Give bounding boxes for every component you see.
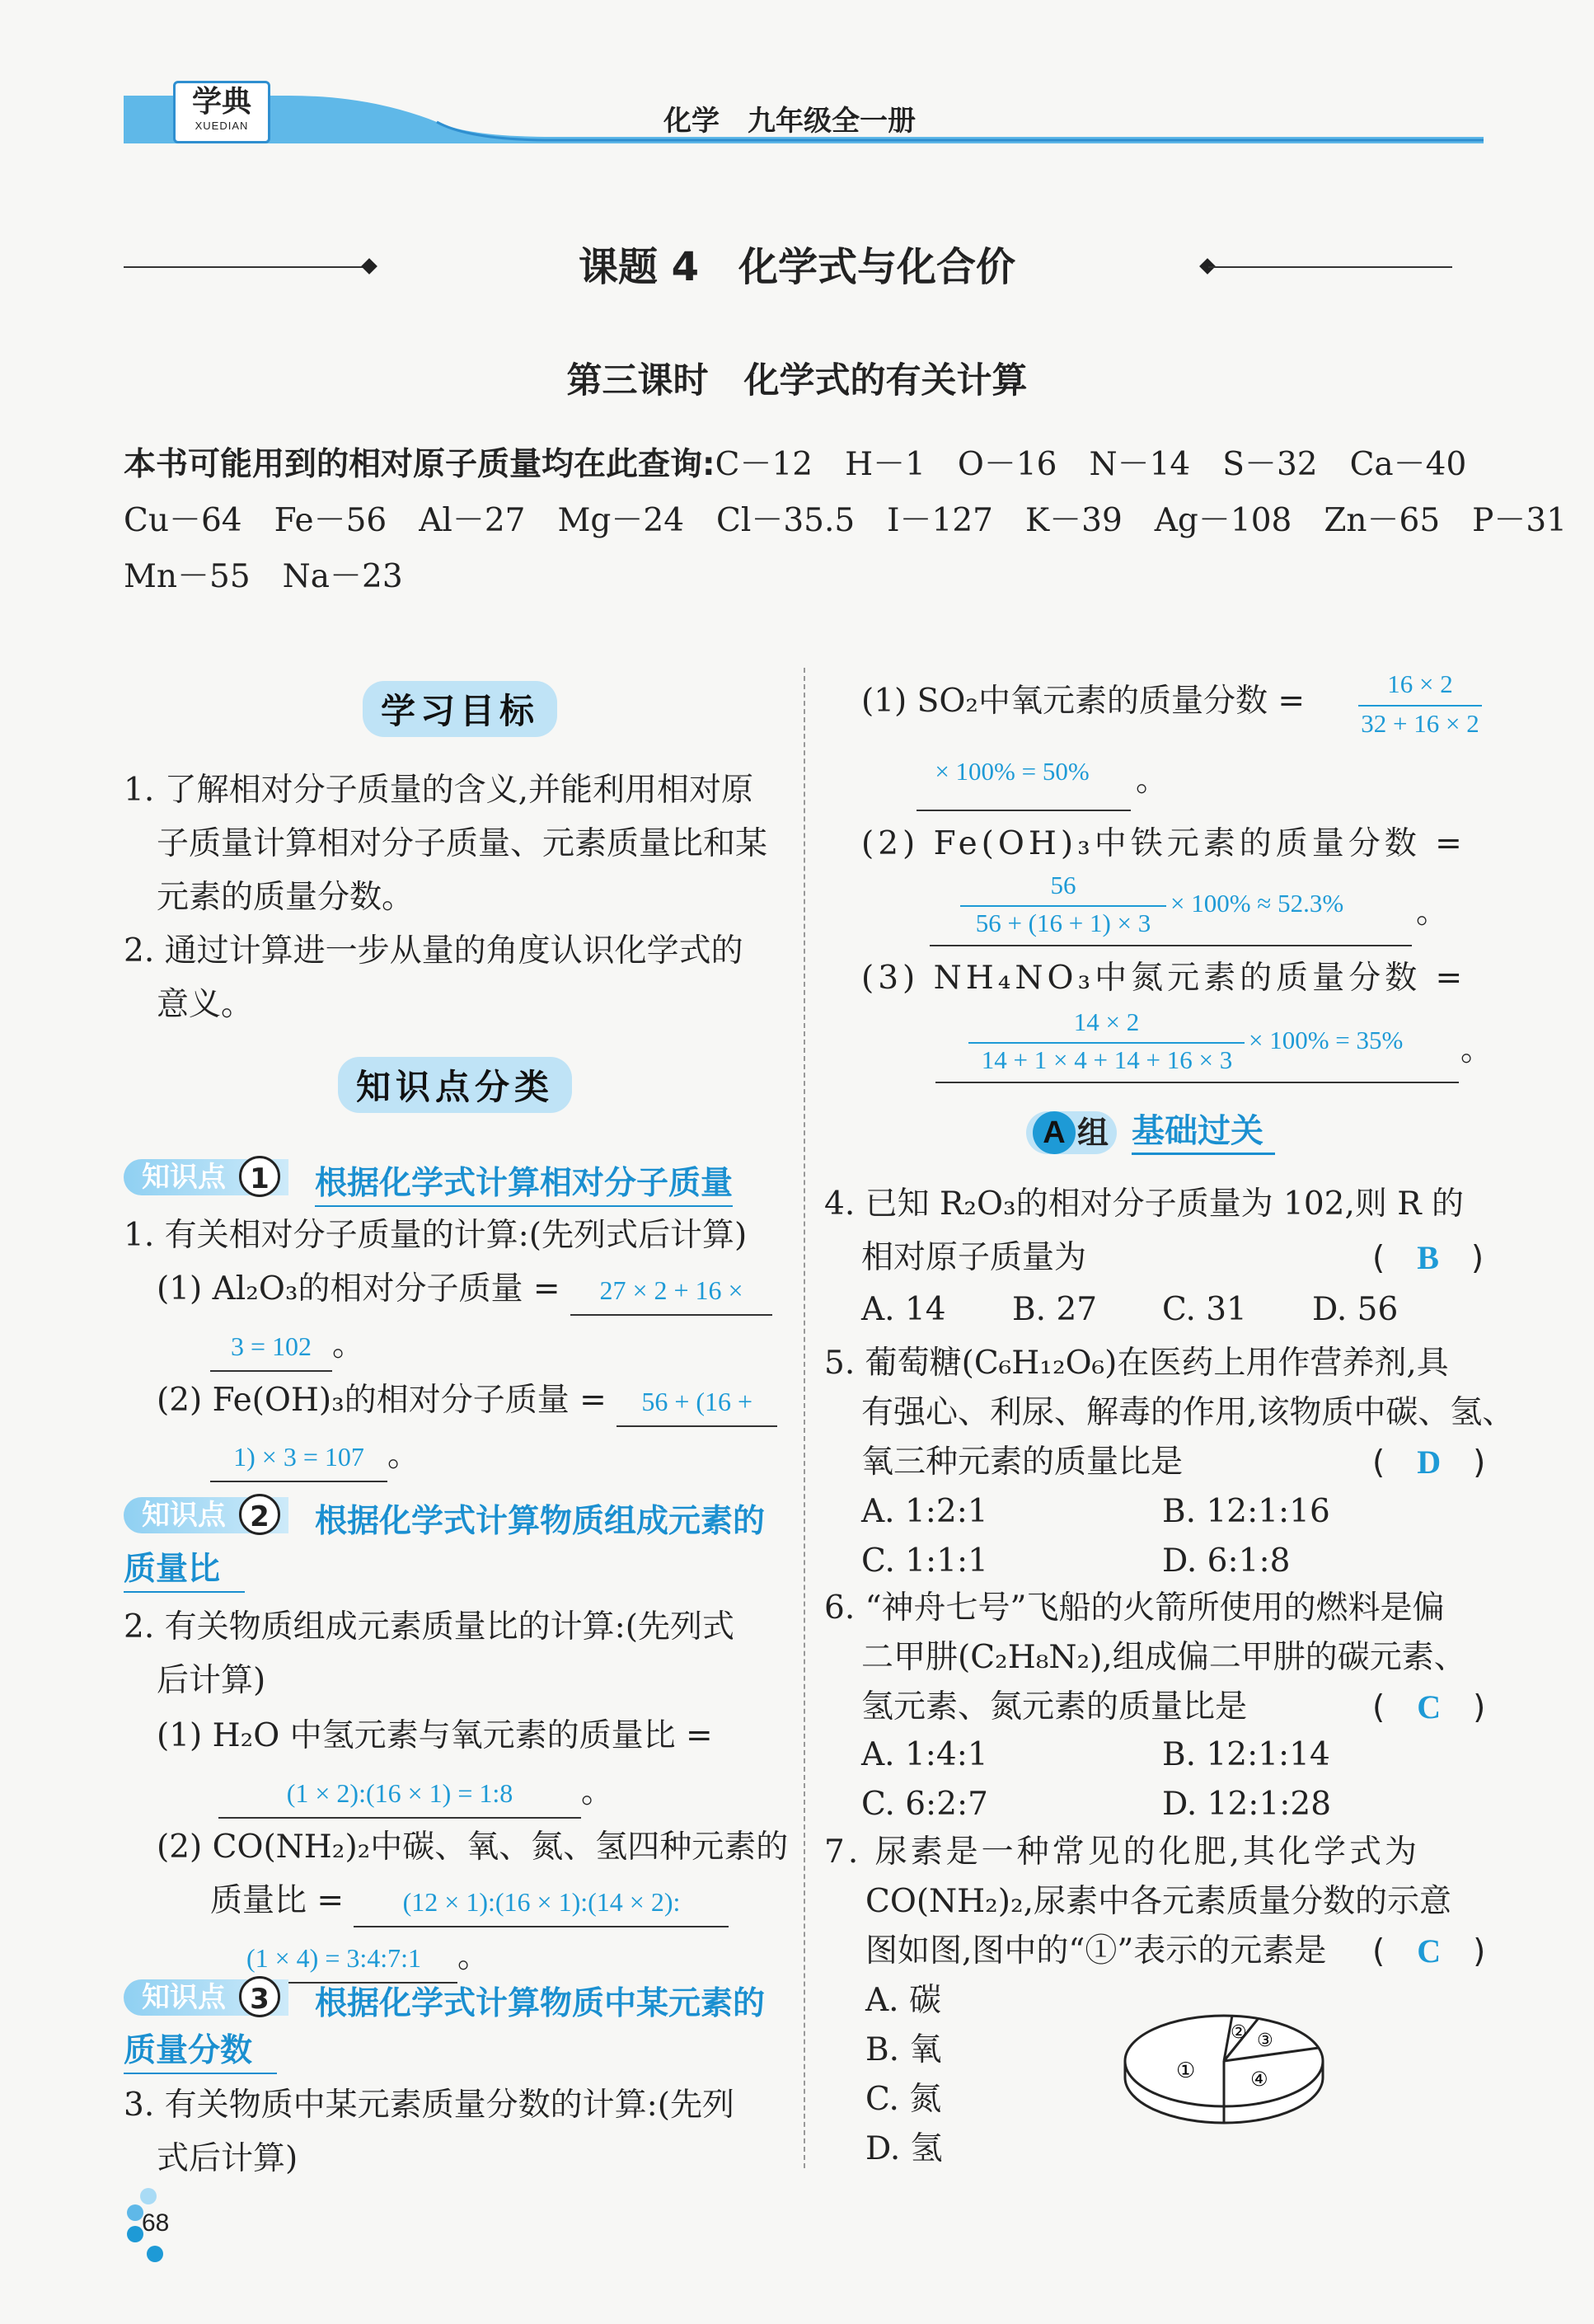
q6-answer-box: ( C ): [1372, 1688, 1486, 1726]
group-a-header: [1026, 1110, 1290, 1159]
kp2-sub2-cont: 质量比 = (12 × 1):(16 × 1):(14 × 2):: [210, 1877, 729, 1927]
goal-line-2: 子质量计算相对分子质量、元素质量比和某: [157, 825, 768, 862]
period: 。: [1460, 1031, 1493, 1068]
kp3-question-1: 3. 有关物质中某元素质量分数的计算:(先列: [124, 2087, 734, 2124]
kp3-question-2: 式后计算): [157, 2140, 298, 2177]
q5-line2: 有强心、利尿、解毒的作用,该物质中碳、氢、: [861, 1394, 1515, 1431]
q6-option-b: B. 12:1:14: [1162, 1736, 1330, 1773]
period: 。: [581, 1773, 614, 1810]
goals-heading: 学习目标: [363, 681, 557, 737]
q5-option-d: D. 6:1:8: [1162, 1542, 1291, 1580]
period: 。: [387, 1437, 420, 1474]
q4-option-d: D. 56: [1312, 1291, 1399, 1328]
kp1-sub1-answer-2: 3 = 102: [210, 1322, 332, 1372]
kp1-sub2-answer-1: 56 + (16 +: [617, 1378, 777, 1427]
q7-answer-box: ( C ): [1372, 1932, 1486, 1970]
column-divider: [804, 668, 805, 2168]
r2-tail: × 100% ≈ 52.3%: [1170, 889, 1344, 918]
r3-prompt: (3) NH₄NO₃中氮元素的质量分数 =: [861, 960, 1467, 997]
period: 。: [1136, 762, 1169, 799]
header-logo: [173, 81, 270, 143]
q7-option-a: A. 碳: [865, 1982, 941, 2019]
q6-option-d: D. 12:1:28: [1162, 1786, 1332, 1823]
atomic-mass-line2: Cu－64 Fe－56 Al－27 Mg－24 Cl－35.5 I－127 K－39 Ag－108 Zn－65 P－31: [124, 502, 1568, 539]
r2-numerator: 56: [1050, 871, 1076, 899]
pie-label-3: ③: [1257, 2031, 1273, 2051]
pie-label-4: ④: [1250, 2068, 1268, 2091]
atomic-mass-values1: C－12 H－1 O－16 N－14 S－32 Ca－40: [715, 446, 1467, 483]
r1-prompt: (1) SO₂中氧元素的质量分数 =: [861, 683, 1306, 720]
atomic-mass-line1: [124, 441, 1466, 489]
kp1-sub1-answer-1: 27 × 2 + 16 ×: [570, 1266, 772, 1316]
q4-line1: 4. 已知 R₂O₃的相对分子质量为 102,则 R 的: [824, 1185, 1465, 1223]
q4-option-b: B. 27: [1012, 1291, 1098, 1328]
r3-tail: × 100% = 35%: [1249, 1026, 1404, 1054]
r3-blank-line: [935, 1082, 1459, 1083]
kp2-sub1-cont: [218, 1768, 613, 1819]
kp-tag: 知识点: [124, 1497, 288, 1533]
r1-tail: × 100% = 50%: [935, 757, 1090, 786]
kp-tag: 知识点: [124, 1979, 288, 2016]
r2-blank-line: [930, 945, 1412, 946]
page-number: 68: [142, 2209, 170, 2237]
kp-title: 根据化学式计算相对分子质量: [315, 1157, 733, 1207]
kp1-sub1: (1) Al₂O₃的相对分子质量 = 27 × 2 + 16 ×: [157, 1265, 772, 1316]
kp-tag: 知识点: [124, 1159, 288, 1195]
lesson-subtitle: 第三课时 化学式的有关计算: [566, 360, 1028, 401]
knowledge-point-2: [124, 1494, 783, 1538]
pie-label-1: ①: [1176, 2059, 1196, 2083]
header-subject: 化学 九年级全一册: [663, 105, 916, 138]
kp3-title-cont: 质量分数: [124, 2030, 277, 2074]
q4-option-a: A. 14: [861, 1291, 946, 1328]
r2-prompt: (2) Fe(OH)₃中铁元素的质量分数 =: [861, 825, 1466, 862]
q4-answer-box: ( B ): [1372, 1239, 1484, 1277]
r1-fraction-bar: [1358, 705, 1482, 707]
kp2-sub1-answer: (1 × 2):(16 × 1) = 1:8: [218, 1769, 581, 1819]
kp1-sub2-answer-2: 1) × 3 = 107: [210, 1433, 387, 1482]
kp1-sub1-cont: [210, 1322, 364, 1372]
r1-blank-line: [917, 810, 1131, 811]
q7-line3: 图如图,图中的“①”表示的元素是: [865, 1932, 1327, 1970]
kp2-sub2-answer-2: (1 × 4) = 3:4:7:1: [210, 1934, 457, 1984]
period: 。: [332, 1326, 365, 1364]
kp1-sub2: (2) Fe(OH)₃的相对分子质量 = 56 + (16 +: [157, 1377, 777, 1427]
kp-number: 1: [239, 1156, 280, 1197]
q4-line2: 相对原子质量为: [861, 1239, 1087, 1276]
q5-answer-box: ( D ): [1372, 1444, 1486, 1481]
q5-option-b: B. 12:1:16: [1162, 1493, 1330, 1530]
r2-fraction-bar: [960, 905, 1166, 907]
kp-number: 3: [239, 1976, 280, 2017]
q5-line3: 氧三种元素的质量比是: [861, 1444, 1184, 1481]
q4-answer: B: [1417, 1239, 1439, 1276]
q6-line1: 6. “神舟七号”飞船的火箭所使用的燃料是偏: [824, 1589, 1445, 1627]
kp2-sub1: (1) H₂O 中氢元素与氧元素的质量比 =: [157, 1717, 713, 1754]
q7-option-d: D. 氢: [865, 2130, 943, 2167]
kp1-sub2-cont: [210, 1432, 420, 1482]
kp-title: 根据化学式计算物质中某元素的: [315, 1985, 766, 2022]
r3-fraction-bar: [968, 1042, 1245, 1044]
q5-option-a: A. 1:2:1: [861, 1493, 988, 1530]
kp-number: 2: [239, 1494, 280, 1535]
q7-option-b: B. 氧: [865, 2031, 942, 2068]
q7-answer: C: [1417, 1932, 1442, 1970]
kp2-title-cont: 质量比: [124, 1548, 245, 1593]
q7-line2: CO(NH₂)₂,尿素中各元素质量分数的示意: [865, 1883, 1452, 1920]
q4-option-c: C. 31: [1162, 1291, 1247, 1328]
q6-answer: C: [1417, 1688, 1442, 1725]
logo-cn: 学典: [191, 84, 251, 119]
group-a-label: 组: [1077, 1115, 1109, 1151]
goal-line-5: 意义。: [157, 986, 254, 1023]
group-a-letter: A: [1033, 1111, 1076, 1154]
kp-title: 根据化学式计算物质组成元素的: [315, 1503, 766, 1540]
classify-heading: 知识点分类: [338, 1057, 572, 1113]
goal-line-1: 1. 了解相对分子质量的含义,并能利用相对原: [124, 772, 754, 809]
period: 。: [457, 1938, 490, 1975]
q7-line1: 7. 尿素是一种常见的化肥,其化学式为: [824, 1833, 1421, 1871]
pie-label-2: ②: [1231, 2022, 1247, 2043]
q5-line1: 5. 葡萄糖(C₆H₁₂O₆)在医药上用作营养剂,具: [824, 1345, 1449, 1382]
r3-denominator: 14 + 1 × 4 + 14 + 16 × 3: [981, 1045, 1233, 1074]
q5-answer: D: [1417, 1444, 1442, 1481]
kp2-question-2: 后计算): [157, 1662, 266, 1699]
r1-denominator: 32 + 16 × 2: [1361, 709, 1479, 738]
logo-en: XUEDIAN: [195, 120, 249, 132]
knowledge-point-3: [124, 1976, 783, 2021]
r3-numerator: 14 × 2: [1073, 1007, 1140, 1036]
r2-denominator: 56 + (16 + 1) × 3: [975, 908, 1151, 937]
atomic-mass-line3: Mn－55 Na－23: [124, 558, 403, 595]
q6-option-c: C. 6:2:7: [861, 1786, 988, 1823]
kp2-question-1: 2. 有关物质组成元素质量比的计算:(先列式: [124, 1608, 734, 1646]
q7-option-c: C. 氮: [865, 2081, 942, 2118]
q6-line2: 二甲肼(C₂H₈N₂),组成偏二甲肼的碳元素、: [861, 1639, 1466, 1676]
lesson-title: 课题 4 化学式与化合价: [578, 244, 1016, 290]
kp2-sub2-answer-1: (12 × 1):(16 × 1):(14 × 2):: [354, 1878, 729, 1927]
kp2-sub2: (2) CO(NH₂)₂中碳、氧、氮、氢四种元素的: [157, 1829, 789, 1866]
period: 。: [1416, 894, 1449, 931]
q5-option-c: C. 1:1:1: [861, 1542, 988, 1580]
atomic-mass-intro: 本书可能用到的相对原子质量均在此查询:: [124, 446, 715, 483]
group-a-title: 基础过关: [1132, 1110, 1275, 1155]
q6-option-a: A. 1:4:1: [861, 1736, 988, 1773]
knowledge-point-1: [124, 1156, 783, 1200]
q6-line3: 氢元素、氮元素的质量比是: [861, 1688, 1248, 1725]
goal-line-4: 2. 通过计算进一步从量的角度认识化学式的: [124, 932, 743, 970]
urea-pie-diagram: [1117, 1995, 1331, 2127]
title-rule-right: [1208, 266, 1452, 268]
kp1-question: 1. 有关相对分子质量的计算:(先列式后计算): [124, 1217, 748, 1254]
r1-numerator: 16 × 2: [1387, 669, 1453, 698]
goal-line-3: 元素的质量分数。: [157, 879, 415, 916]
